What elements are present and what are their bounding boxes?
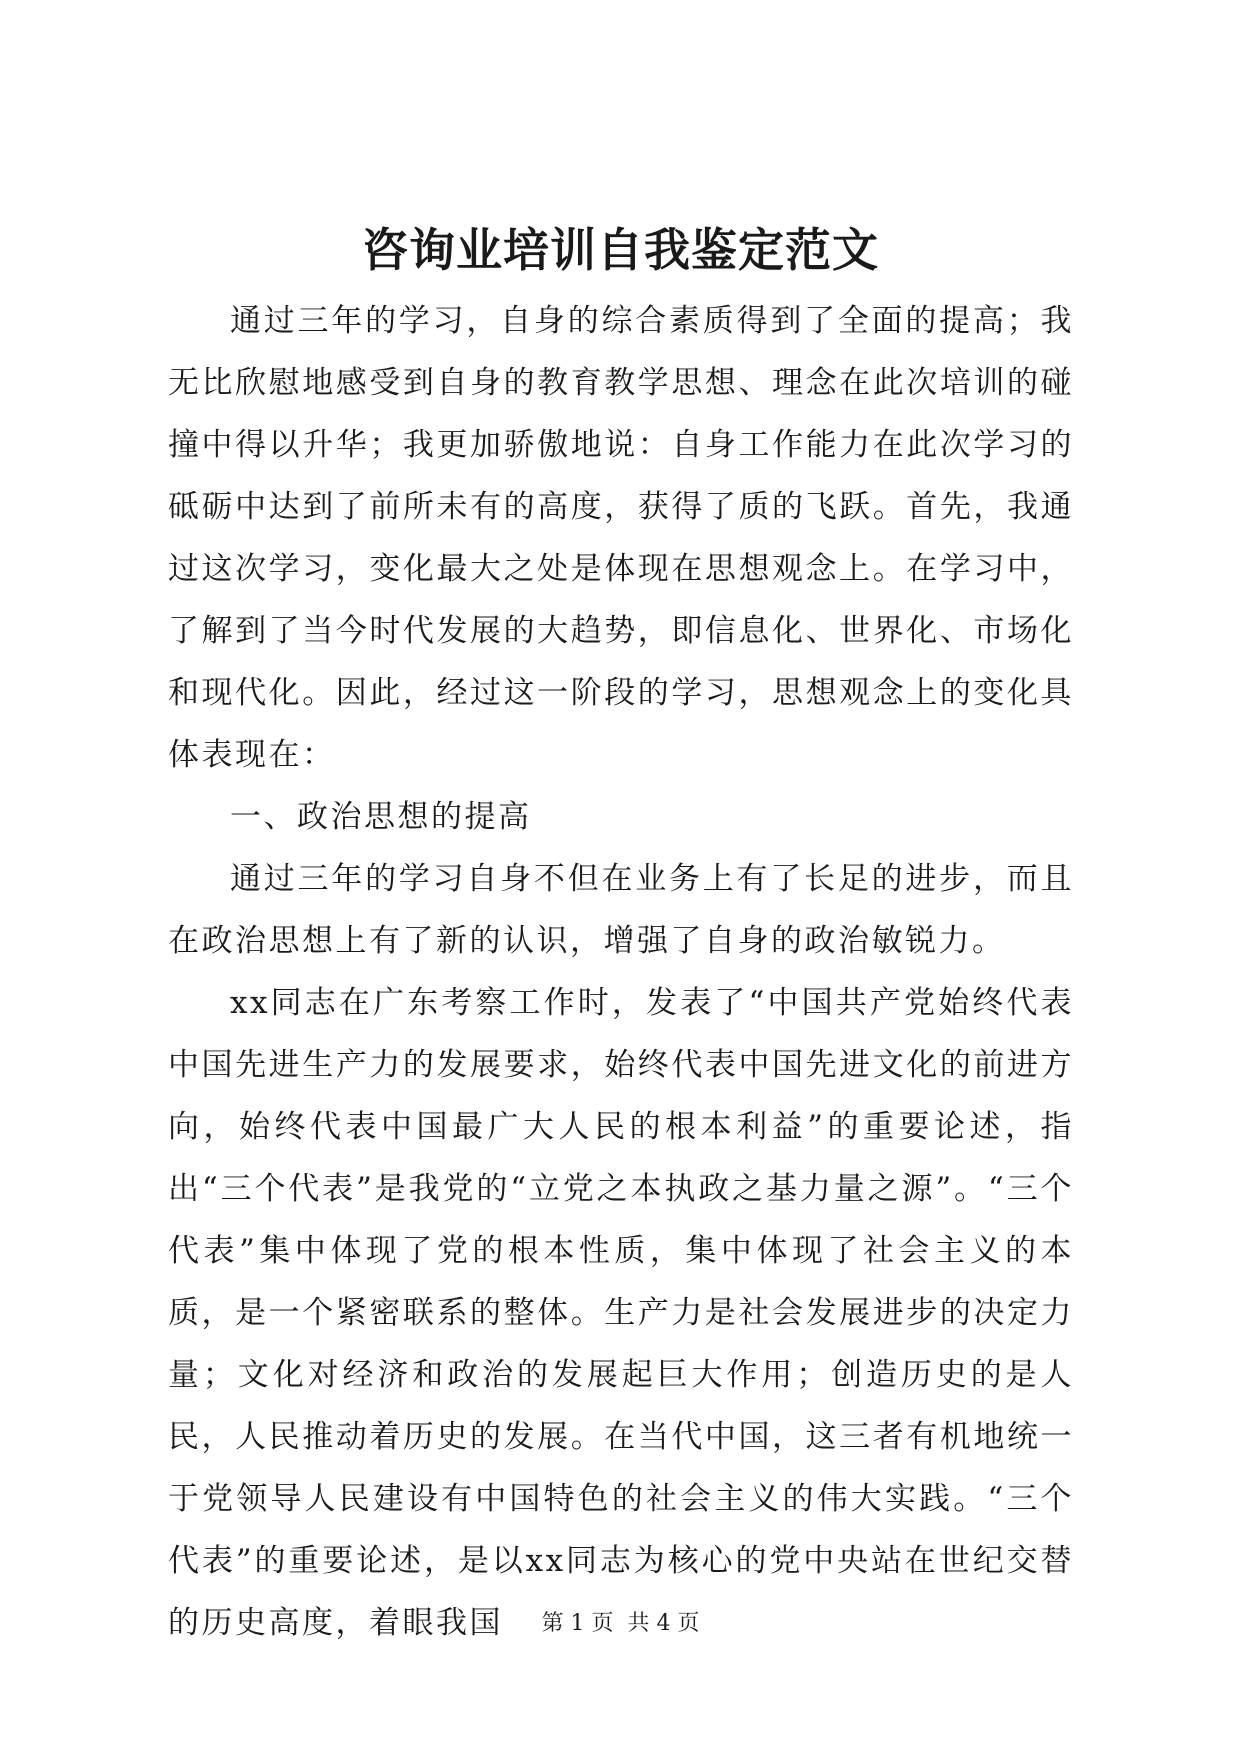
section-heading-political-thought: 一、政治思想的提高 [230, 799, 532, 835]
paragraph-intro: 通过三年的学习，自身的综合素质得到了全面的提高；我无比欣慰地感受到自身的教育教学思想、理念在此次培训的碰撞中得以升华；我更加骄傲地说：自身工作能力在此次学习的砥砺中达到了前所未有的高度，获得了质的飞跃。首先，我通过这次学习，变化最大之处是体现在思想观念上。在学习中，了解到了当今时代发展的大趋势，即信息化、世界化、市场化和现代化。因此，经过这一阶段的学习，思想观念上的变化具体表现在： [168, 303, 1074, 773]
paragraph-three-represents: xx同志在广东考察工作时，发表了“中国共产党始终代表中国先进生产力的发展要求，始终代表中国先进文化的前进方向，始终代表中国最广大人民的根本利益”的重要论述，指出“三个代表”是我党的“立党之本执政之基力量之源”。“三个代表”集中体现了党的根本性质，集中体现了社会主义的本质，是一个紧密联系的整体。生产力是社会发展进步的决定力量；文化对经济和政治的发展起巨大作用；创造历史的是人民，人民推动着历史的发展。在当代中国，这三者有机地统一于党领导人民建设有中国特色的社会主义的伟大实践。“三个代表”的重要论述，是以xx同志为核心的党中央站在世纪交替的历史高度，着眼我国 [168, 985, 1074, 1641]
page-number-label: 第 1 页 共 4 页 [541, 1611, 700, 1636]
paragraph-political-awareness: 通过三年的学习自身不但在业务上有了长足的进步，而且在政治思想上有了新的认识，增强了自身的政治敏锐力。 [168, 861, 1074, 959]
document-title: 咨询业培训自我鉴定范文 [362, 223, 879, 277]
document-body [168, 290, 1074, 1654]
page-footer [0, 1609, 1241, 1639]
